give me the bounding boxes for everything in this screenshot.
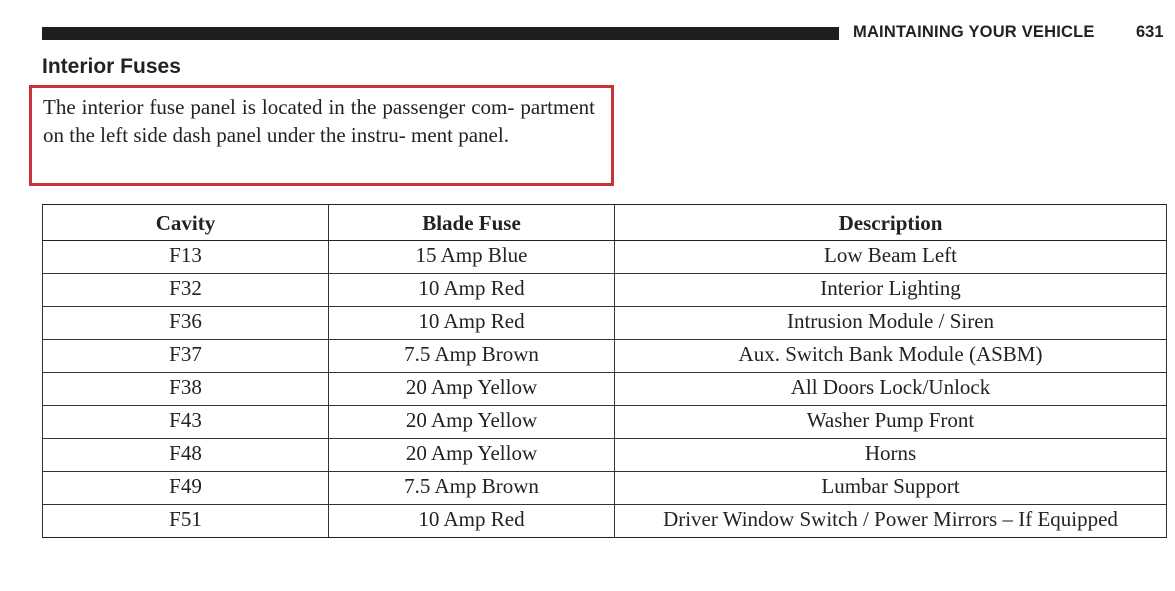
- cell-blade-fuse: 20 Amp Yellow: [329, 373, 615, 406]
- cell-cavity: F51: [43, 505, 329, 538]
- cell-description: Washer Pump Front: [615, 406, 1167, 439]
- cell-cavity: F37: [43, 340, 329, 373]
- column-header-description: Description: [615, 205, 1167, 241]
- cell-description: Driver Window Switch / Power Mirrors – If Equipped: [615, 505, 1167, 538]
- cell-blade-fuse: 15 Amp Blue: [329, 241, 615, 274]
- fuse-table: [42, 204, 1167, 538]
- cell-description: Aux. Switch Bank Module (ASBM): [615, 340, 1167, 373]
- cell-blade-fuse: 10 Amp Red: [329, 307, 615, 340]
- column-header-cavity: Cavity: [43, 205, 329, 241]
- table-row: [43, 373, 1167, 406]
- cell-description: Low Beam Left: [615, 241, 1167, 274]
- header-rule-bar: [42, 27, 839, 40]
- table-row: [43, 505, 1167, 538]
- cell-blade-fuse: 20 Amp Yellow: [329, 439, 615, 472]
- table-row: [43, 241, 1167, 274]
- cell-cavity: F38: [43, 373, 329, 406]
- table-row: [43, 406, 1167, 439]
- table-row: [43, 340, 1167, 373]
- cell-blade-fuse: 7.5 Amp Brown: [329, 472, 615, 505]
- intro-paragraph: The interior fuse panel is located in the passenger com- partment on the left side dash panel under the instru- ment panel.: [43, 95, 595, 147]
- cell-cavity: F36: [43, 307, 329, 340]
- column-header-blade-fuse: Blade Fuse: [329, 205, 615, 241]
- cell-blade-fuse: 7.5 Amp Brown: [329, 340, 615, 373]
- cell-cavity: F49: [43, 472, 329, 505]
- cell-description: Horns: [615, 439, 1167, 472]
- cell-cavity: F48: [43, 439, 329, 472]
- cell-blade-fuse: 20 Amp Yellow: [329, 406, 615, 439]
- cell-description: Interior Lighting: [615, 274, 1167, 307]
- cell-description: Lumbar Support: [615, 472, 1167, 505]
- table-row: [43, 274, 1167, 307]
- cell-blade-fuse: 10 Amp Red: [329, 274, 615, 307]
- table-row: [43, 439, 1167, 472]
- page-number: 631: [1136, 23, 1164, 41]
- table-header-row: [43, 205, 1167, 241]
- running-header-title: MAINTAINING YOUR VEHICLE: [853, 23, 1095, 41]
- cell-cavity: F13: [43, 241, 329, 274]
- cell-description: All Doors Lock/Unlock: [615, 373, 1167, 406]
- cell-cavity: F43: [43, 406, 329, 439]
- table-row: [43, 472, 1167, 505]
- cell-cavity: F32: [43, 274, 329, 307]
- section-heading: Interior Fuses: [42, 55, 181, 78]
- table-row: [43, 307, 1167, 340]
- cell-blade-fuse: 10 Amp Red: [329, 505, 615, 538]
- cell-description: Intrusion Module / Siren: [615, 307, 1167, 340]
